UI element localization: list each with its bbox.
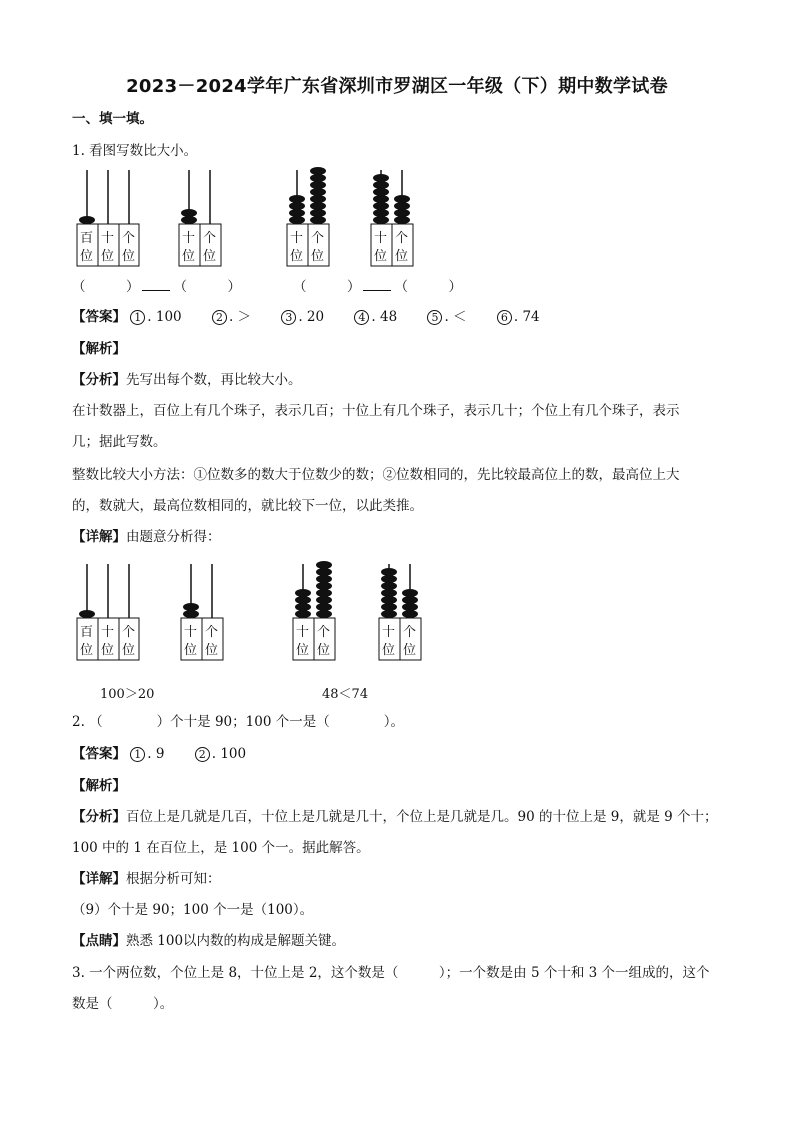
answer-item: 1 . 9 bbox=[130, 745, 164, 763]
abacus-48 bbox=[286, 168, 330, 268]
blank-paren[interactable]: （ ） bbox=[293, 279, 361, 295]
svg-text:位: 位 bbox=[290, 249, 304, 264]
q1-analysis-line: 在计数器上，百位上有几个珠子，表示几百；十位上有几个珠子，表示几十；个位上有几个珠子，表示 bbox=[72, 403, 680, 419]
svg-text:十: 十 bbox=[296, 625, 310, 640]
svg-text:个: 个 bbox=[403, 625, 417, 640]
jiexi-label: 【解析】 bbox=[72, 341, 126, 357]
answer-label: 【答案】 bbox=[72, 309, 126, 325]
svg-text:位: 位 bbox=[374, 249, 388, 264]
place-label-hundreds: 百 bbox=[80, 231, 94, 246]
q1-fenxi: 【分析】先写出每个数，再比较大小。 bbox=[72, 372, 302, 388]
svg-text:个: 个 bbox=[122, 231, 136, 246]
q2-xiangjie: 【详解】根据分析可知： bbox=[72, 871, 221, 887]
q1-analysis-line: 整数比较大小方法：①位数多的数大于位数少的数；②位数相同的，先比较最高位上的数，最高位上大 bbox=[72, 467, 680, 483]
svg-text:十: 十 bbox=[184, 625, 198, 640]
q2-stem: 2. （ ）个十是 90；100 个一是（ ）。 bbox=[72, 714, 404, 730]
svg-text:个: 个 bbox=[122, 625, 136, 640]
page-title: 2023－2024学年广东省深圳市罗湖区一年级（下）期中数学试卷 bbox=[126, 76, 668, 97]
svg-text:十: 十 bbox=[290, 231, 304, 246]
svg-text:百: 百 bbox=[80, 625, 94, 640]
comparison-result: 100＞20 bbox=[100, 687, 155, 702]
svg-text:个: 个 bbox=[311, 231, 325, 246]
svg-text:个: 个 bbox=[317, 625, 331, 640]
svg-text:个: 个 bbox=[205, 625, 219, 640]
q1-xiangjie: 【详解】由题意分析得： bbox=[72, 529, 221, 545]
q2-answer-line bbox=[72, 745, 272, 763]
answer-item: 2 . 100 bbox=[195, 745, 246, 763]
section-heading: 一、填一填。 bbox=[72, 111, 153, 127]
svg-text:位: 位 bbox=[296, 643, 310, 658]
blank-paren[interactable]: （ ） bbox=[394, 279, 462, 295]
svg-text:十: 十 bbox=[382, 625, 396, 640]
svg-text:个: 个 bbox=[203, 231, 217, 246]
svg-text:位: 位 bbox=[382, 643, 396, 658]
answer-item: 2 . ＞ bbox=[212, 308, 251, 326]
svg-text:位: 位 bbox=[317, 643, 331, 658]
q1-fill-line bbox=[72, 276, 462, 296]
q3-stem-cont: 数是（ ）。 bbox=[72, 996, 174, 1012]
q2-analysis-line: 100 中的 1 在百位上，是 100 个一。据此解答。 bbox=[72, 840, 370, 856]
svg-text:位: 位 bbox=[122, 643, 136, 658]
svg-text:位: 位 bbox=[311, 249, 325, 264]
svg-text:位: 位 bbox=[395, 249, 409, 264]
q1-analysis-line: 的，数就大，最高位数相同的，就比较下一位，以此类推。 bbox=[72, 498, 423, 514]
abacus-20 bbox=[178, 168, 222, 268]
compare-blank[interactable] bbox=[363, 276, 391, 291]
svg-text:位: 位 bbox=[101, 643, 115, 658]
svg-text:位: 位 bbox=[205, 643, 219, 658]
svg-text:十: 十 bbox=[182, 231, 196, 246]
q1-analysis-line: 几；据此写数。 bbox=[72, 434, 167, 450]
compare-blank[interactable] bbox=[142, 276, 170, 291]
svg-text:位: 位 bbox=[80, 643, 94, 658]
blank-paren[interactable]: （ ） bbox=[72, 279, 140, 295]
svg-text:位: 位 bbox=[122, 249, 136, 264]
answer-item: 4 . 48 bbox=[354, 308, 397, 326]
svg-text:十: 十 bbox=[101, 231, 115, 246]
q3-stem: 3. 一个两位数，个位上是 8，十位上是 2，这个数是（ ）；一个数是由 5 个十和 3 个一组成的，这个 bbox=[72, 965, 710, 981]
svg-text:位: 位 bbox=[80, 249, 94, 264]
svg-text:十: 十 bbox=[374, 231, 388, 246]
blank-paren[interactable]: （ ） bbox=[173, 279, 241, 295]
svg-text:位: 位 bbox=[101, 249, 115, 264]
abacus-74 bbox=[370, 168, 414, 268]
svg-text:位: 位 bbox=[203, 249, 217, 264]
svg-text:个: 个 bbox=[395, 231, 409, 246]
answer-item: 5 . ＜ bbox=[427, 308, 466, 326]
answer-item: 1 . 100 bbox=[130, 308, 181, 326]
q1-stem: 1. 看图写数比大小。 bbox=[72, 143, 198, 159]
abacus-100-explained bbox=[76, 562, 140, 662]
abacus-48-explained bbox=[292, 562, 336, 662]
answer-item: 3 . 20 bbox=[281, 308, 324, 326]
svg-text:位: 位 bbox=[184, 643, 198, 658]
svg-text:十: 十 bbox=[101, 625, 115, 640]
q2-dianjing: 【点睛】熟悉 100以内数的构成是解题关键。 bbox=[72, 933, 346, 949]
abacus-74-explained bbox=[378, 562, 422, 662]
svg-text:位: 位 bbox=[403, 643, 417, 658]
q1-answer-line bbox=[72, 308, 566, 326]
q2-fenxi: 【分析】百位上是几就是几百，十位上是几就是几十，个位上是几就是几。90 的十位上是 9，就是 9 个十； bbox=[72, 809, 718, 825]
comparison-result: 48＜74 bbox=[322, 687, 369, 702]
answer-item: 6 . 74 bbox=[497, 308, 540, 326]
q2-result: （9）个十是 90；100 个一是（100）。 bbox=[72, 902, 314, 918]
svg-text:位: 位 bbox=[182, 249, 196, 264]
abacus-100 bbox=[76, 168, 140, 268]
abacus-20-explained bbox=[180, 562, 224, 662]
answer-label: 【答案】 bbox=[72, 746, 126, 762]
jiexi-label: 【解析】 bbox=[72, 778, 126, 794]
